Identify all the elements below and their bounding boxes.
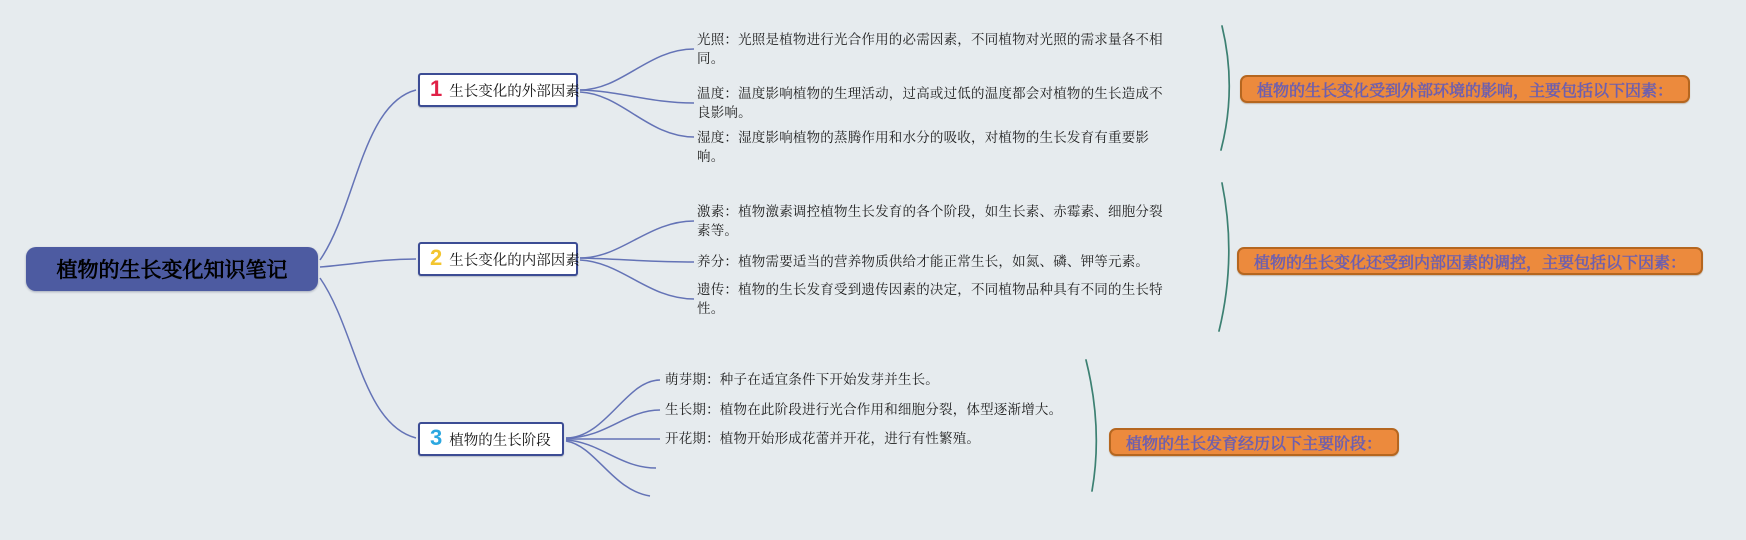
edge-root-branch2: [320, 259, 416, 267]
bracket-branch2: [1219, 183, 1229, 331]
item-temperature[interactable]: 温度：温度影响植物的生理活动，过高或过低的温度都会对植物的生长造成不良影响。: [697, 86, 1163, 120]
bracket-branch1: [1221, 26, 1229, 150]
edge-b2-item1: [580, 221, 694, 258]
edge-root-branch3: [320, 278, 416, 438]
item-humidity[interactable]: 湿度：湿度影响植物的蒸腾作用和水分的吸收，对植物的生长发育有重要影响。: [697, 130, 1150, 164]
branch-number-badge: 1: [430, 76, 443, 101]
edge-b1-item1: [580, 49, 694, 90]
item-germination-stage[interactable]: 萌芽期：种子在适宜条件下开始发芽并生长。: [665, 372, 939, 387]
edge-b3-item4: [566, 440, 656, 468]
root-node[interactable]: 植物的生长变化知识笔记: [26, 247, 318, 291]
item-flowering-stage[interactable]: 开花期：植物开始形成花蕾并开花，进行有性繁殖。: [665, 431, 981, 446]
edge-b1-item3: [580, 92, 694, 137]
edge-b3-item1: [566, 380, 660, 438]
branch-node-internal-factors[interactable]: [418, 242, 578, 276]
item-nutrients[interactable]: 养分：植物需要适当的营养物质供给才能正常生长，如氮、磷、钾等元素。: [697, 254, 1150, 269]
item-hormones[interactable]: 激素：植物激素调控植物生长发育的各个阶段，如生长素、赤霉素、细胞分裂素等。: [697, 204, 1163, 238]
edge-b3-item2: [566, 410, 660, 438]
item-growth-stage[interactable]: 生长期：植物在此阶段进行光合作用和细胞分裂，体型逐渐增大。: [665, 402, 1063, 417]
edge-b1-item2: [580, 90, 694, 103]
callout-growth-stages[interactable]: 植物的生长发育经历以下主要阶段：: [1109, 428, 1399, 456]
branch-node-external-factors[interactable]: [418, 73, 578, 107]
bracket-branch3: [1086, 360, 1096, 491]
branch-label: 生长变化的内部因素: [449, 252, 580, 269]
edge-b2-item3: [580, 260, 694, 299]
edge-b2-item2: [580, 258, 694, 262]
branch-number-badge: 3: [430, 425, 443, 450]
item-light[interactable]: 光照：光照是植物进行光合作用的必需因素，不同植物对光照的需求量各不相同。: [697, 32, 1163, 66]
callout-external-factors[interactable]: 植物的生长变化受到外部环境的影响，主要包括以下因素：: [1240, 75, 1690, 103]
branch-number-badge: 2: [430, 245, 443, 270]
branch-label: 生长变化的外部因素: [449, 83, 580, 100]
edge-root-branch1: [320, 90, 416, 260]
callout-internal-factors[interactable]: 植物的生长变化还受到内部因素的调控，主要包括以下因素：: [1237, 247, 1703, 275]
edge-b3-item5: [566, 441, 650, 496]
branch-node-growth-stages[interactable]: [418, 422, 564, 456]
branch-label: 植物的生长阶段: [449, 432, 551, 449]
item-genetics[interactable]: 遗传：植物的生长发育受到遗传因素的决定，不同植物品种具有不同的生长特性。: [697, 282, 1163, 316]
